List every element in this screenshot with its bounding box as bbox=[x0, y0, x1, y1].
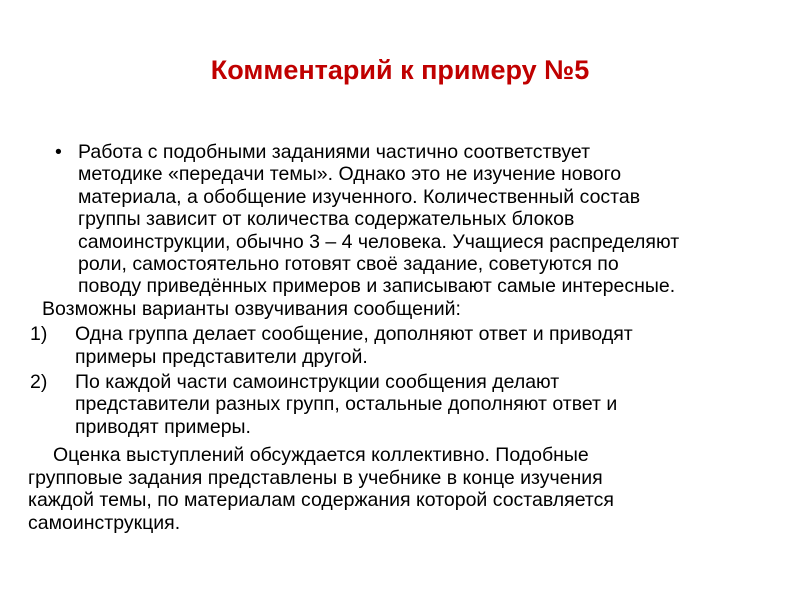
list-number-2: 2) bbox=[30, 371, 48, 394]
numbered-item-1-text bbox=[75, 323, 800, 368]
text-line: самоинструкция. bbox=[28, 511, 181, 534]
text-line: приводят примеры. bbox=[75, 415, 251, 438]
intro-line: Возможны варианты озвучивания сообщений: bbox=[42, 297, 461, 320]
text-line: группы зависит от количества содержательных блоков bbox=[78, 208, 575, 231]
text-line: материала, а обобщение изученного. Количественный состав bbox=[78, 185, 641, 208]
numbered-item-2 bbox=[0, 371, 800, 438]
text-line: поводу приведённых примеров и записывают самые интересные. bbox=[78, 275, 676, 298]
text-line: примеры представители другой. bbox=[75, 345, 368, 368]
slide-body bbox=[0, 141, 800, 534]
text-line: Работа с подобными заданиями частично соответствует bbox=[78, 141, 590, 163]
list-number-1: 1) bbox=[30, 323, 48, 346]
text-line: групповые задания представлены в учебнике в конце изучения bbox=[28, 466, 603, 489]
bullet-marker: • bbox=[55, 141, 62, 163]
text-line: По каждой части самоинструкции сообщения делают bbox=[75, 371, 560, 394]
closing-paragraph bbox=[0, 444, 800, 534]
bullet-paragraph-text bbox=[78, 141, 800, 298]
text-line: методике «передачи темы». Однако это не изучение нового bbox=[78, 163, 622, 186]
bullet-paragraph bbox=[0, 141, 800, 298]
text-line: самоинструкции, обычно 3 – 4 человека. Учащиеся распределяют bbox=[78, 230, 680, 253]
text-line: Оценка выступлений обсуждается коллективно. Подобные bbox=[53, 444, 589, 467]
text-line: Одна группа делает сообщение, дополняют ответ и приводят bbox=[75, 323, 633, 346]
slide-title: Комментарий к примеру №5 bbox=[210, 55, 590, 85]
numbered-item-2-text bbox=[75, 371, 800, 438]
numbered-item-1 bbox=[0, 323, 800, 368]
text-line: представители разных групп, остальные дополняют ответ и bbox=[75, 393, 618, 416]
text-line: роли, самостоятельно готовят своё задание, советуются по bbox=[78, 253, 619, 276]
text-line: каждой темы, по материалам содержания которой составляется bbox=[28, 489, 614, 512]
